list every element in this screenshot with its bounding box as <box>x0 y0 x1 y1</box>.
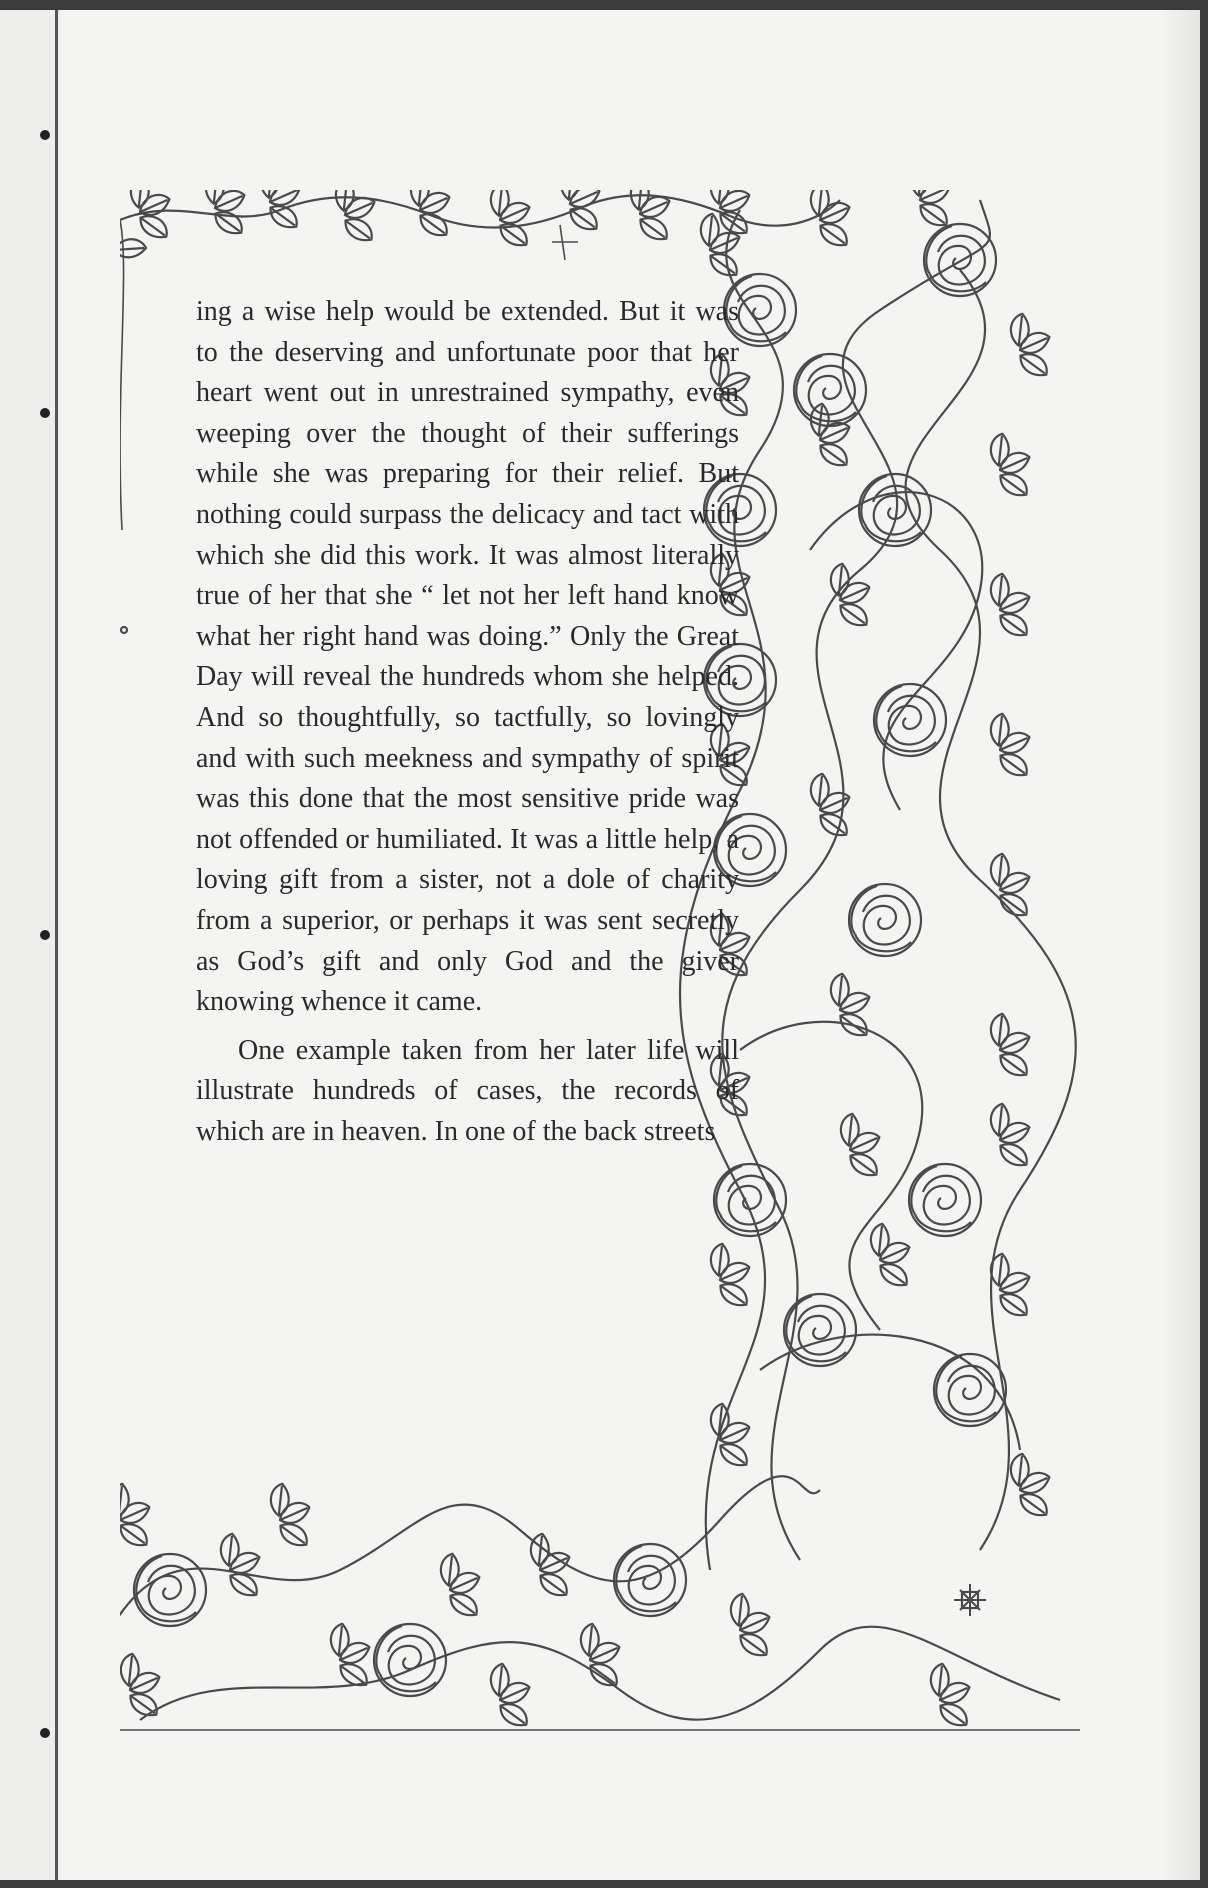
body-text <box>196 292 739 1152</box>
paragraph-2: One example taken from her later life will illustrate hundreds of cases, the records of which are in heaven. In one of the back streets <box>196 1034 739 1147</box>
binding-stitch <box>40 408 50 418</box>
page-gutter <box>0 10 60 1880</box>
binding-stitch <box>40 130 50 140</box>
paragraph-1: ing a wise help would be extended. But it was to the deserving and unfortunate poor that her heart went out in unrestrained sympathy, even weeping over the thought of their sufferings while she was preparing for their relief. But nothing could surpass the delicacy and tact with which she did this work. It was almost literally true of her that she “ let not her left hand know what her right hand was doing.” Only the Great Day will reveal the hundreds whom she helped. And so thoughtfully, so tactfully, so lovingly and with such meekness and sympathy of spirit was this done that the most sensitive pride was not offended or humiliated. It was a little help, a loving gift from a sister, not a dole of charity from a superior, or perhaps it was sent secretly as God’s gift and only God and the giver knowing whence it came. <box>196 296 739 1018</box>
binding-stitch <box>40 930 50 940</box>
leaf-icon <box>698 190 1052 1522</box>
binding-stitch <box>40 1728 50 1738</box>
bottom-vine <box>120 1476 1080 1732</box>
monogram-icon <box>954 1584 986 1616</box>
page-edge-shadow <box>1160 10 1200 1880</box>
binding-edge <box>55 10 58 1880</box>
